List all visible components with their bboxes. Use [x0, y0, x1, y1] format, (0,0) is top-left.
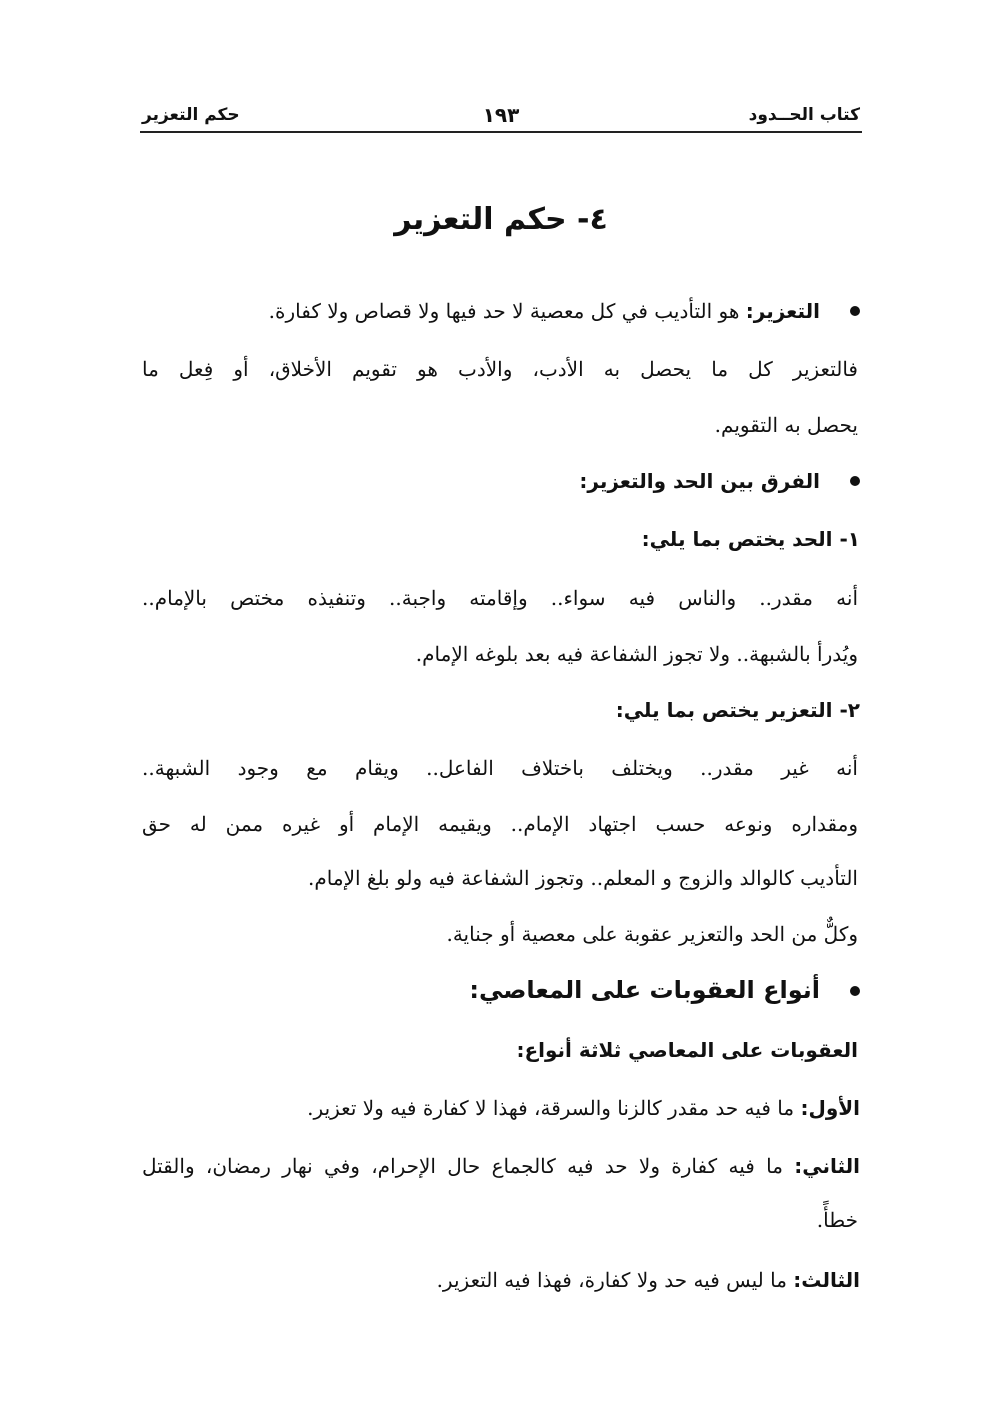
explain-line-1: فالتعزير كل ما يحصل به الأدب، والأدب هو تقويم الأخلاق، أو فِعل ما	[142, 357, 858, 381]
hadd-line-2: ويُدرأ بالشبهة.. ولا تجوز الشفاعة فيه بعد بلوغه الإمام.	[415, 642, 858, 666]
type-first-text: ما فيه حد مقدر كالزنا والسرقة، فهذا لا كفارة فيه ولا تعزير.	[307, 1096, 801, 1120]
hadd-heading: ١- الحد يختص بما يلي:	[641, 527, 860, 551]
tazir-heading: ٢- التعزير يختص بما يلي:	[615, 698, 860, 722]
explain-line-2: يحصل به التقويم.	[714, 413, 858, 437]
type-first-label: الأول:	[800, 1096, 860, 1120]
type-first	[307, 1088, 860, 1128]
type-third	[437, 1260, 860, 1300]
type-second-line-2: خطأً.	[816, 1208, 858, 1232]
type-second-line-1	[142, 1146, 860, 1186]
tazir-line-1: أنه غير مقدر.. ويختلف باختلاف الفاعل.. ويقام مع وجود الشبهة..	[142, 756, 858, 780]
type-third-label: الثالث:	[793, 1268, 860, 1292]
tazir-line-2: ومقداره ونوعه حسب اجتهاد الإمام.. ويقيمه الإمام أو غيره ممن له حق	[142, 812, 858, 836]
definition-text: هو التأديب في كل معصية لا حد فيها ولا قصاص ولا كفارة.	[268, 299, 746, 323]
common-sentence: وكلٌّ من الحد والتعزير عقوبة على معصية أو جناية.	[446, 922, 858, 946]
definition-term: التعزير	[753, 299, 820, 323]
type-third-text: ما ليس فيه حد ولا كفارة، فهذا فيه التعزير.	[436, 1268, 794, 1292]
difference-heading: الفرق بين الحد والتعزير:	[579, 469, 820, 493]
type-second-label: الثاني:	[794, 1154, 860, 1178]
definition-colon: :	[745, 299, 754, 323]
types-heading-line	[469, 970, 860, 1011]
bullet-icon	[850, 306, 860, 316]
page-number: ١٩٣	[482, 103, 520, 127]
hadd-line-1: أنه مقدر.. والناس فيه سواء.. وإقامته واجبة.. وتنفيذه مختص بالإمام..	[142, 586, 858, 610]
bullet-icon	[850, 986, 860, 996]
type-second-text: ما فيه كفارة ولا حد فيه كالجماع حال الإحرام، وفي نهار رمضان، والقتل	[142, 1154, 795, 1178]
types-subheading: العقوبات على المعاصي ثلاثة أنواع:	[516, 1038, 858, 1062]
header-chapter-title: حكم التعزير	[142, 105, 240, 125]
difference-heading-line	[579, 461, 860, 501]
definition-paragraph	[269, 291, 860, 331]
types-heading: أنواع العقوبات على المعاصي:	[469, 976, 820, 1004]
running-header	[140, 103, 862, 133]
section-title: ٤- حكم التعزير	[394, 202, 608, 237]
header-book-title: كتاب الحــدود	[748, 105, 860, 125]
tazir-line-3: التأديب كالوالد والزوج و المعلم.. وتجوز الشفاعة فيه ولو بلغ الإمام.	[308, 866, 858, 890]
bullet-icon	[850, 476, 860, 486]
